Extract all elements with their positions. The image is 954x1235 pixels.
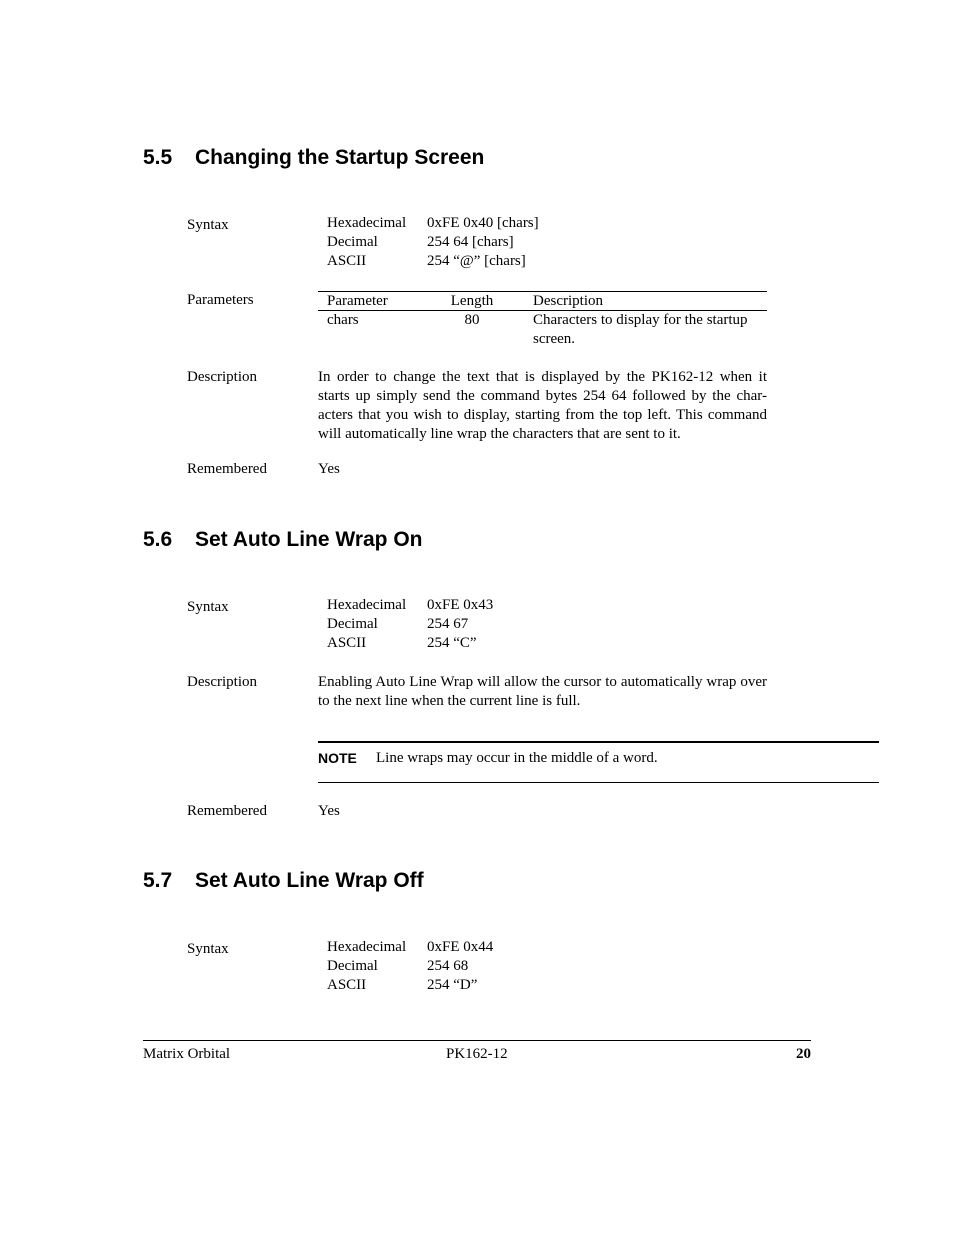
- syntax-row: [327, 596, 493, 615]
- remembered-value: Yes: [318, 803, 340, 819]
- footer-center: PK162-12: [446, 1046, 508, 1062]
- section-title: Changing the Startup Screen: [195, 146, 485, 169]
- syntax-value: 254 67: [427, 616, 469, 632]
- syntax-value: 0xFE 0x43: [427, 597, 494, 613]
- parameters-header-description: Description: [533, 293, 603, 309]
- footer-left: Matrix Orbital: [143, 1046, 231, 1062]
- syntax-row: [327, 233, 539, 252]
- syntax-row: [327, 634, 493, 653]
- syntax-table: [327, 214, 539, 271]
- section-heading-5-5: [143, 145, 484, 171]
- syntax-label: Syntax: [187, 599, 229, 615]
- note-label: NOTE: [318, 750, 357, 766]
- section-number: 5.6: [143, 528, 173, 551]
- syntax-value: 0xFE 0x40 [chars]: [427, 215, 539, 231]
- table-row: [318, 311, 767, 349]
- parameters-table: [318, 291, 767, 349]
- section-heading-5-7: [143, 868, 424, 894]
- syntax-row: [327, 252, 539, 271]
- syntax-type: ASCII: [327, 977, 367, 993]
- syntax-type: ASCII: [327, 635, 367, 651]
- syntax-type: ASCII: [327, 253, 367, 269]
- remembered-label: Remembered: [187, 461, 267, 477]
- syntax-value: 254 68: [427, 958, 469, 974]
- note-box: [318, 741, 879, 783]
- syntax-table: [327, 596, 493, 653]
- syntax-row: [327, 214, 539, 233]
- description-text: In order to change the text that is displayed by the PK162-12 when it starts up simply send the command bytes 254 64 followed by the char-acters that you wish to display, starting from the top left. This command will automatically line wrap the characters that are sent to it.: [318, 369, 767, 442]
- syntax-row: [327, 615, 493, 634]
- footer-rule: [143, 1040, 811, 1041]
- syntax-label: Syntax: [187, 941, 229, 957]
- syntax-type: Hexadecimal: [327, 939, 407, 955]
- section-number: 5.5: [143, 146, 173, 169]
- syntax-value: 254 “C”: [427, 635, 477, 651]
- section-title: Set Auto Line Wrap Off: [195, 869, 424, 892]
- section-number: 5.7: [143, 869, 173, 892]
- parameters-label: Parameters: [187, 292, 254, 308]
- remembered-label: Remembered: [187, 803, 267, 819]
- page-number: 20: [796, 1046, 811, 1062]
- description-label: Description: [187, 674, 257, 690]
- parameter-name: chars: [327, 312, 359, 328]
- syntax-type: Decimal: [327, 958, 378, 974]
- syntax-table: [327, 938, 493, 995]
- parameter-length: 80: [464, 312, 480, 328]
- syntax-type: Hexadecimal: [327, 215, 407, 231]
- section-heading-5-6: [143, 527, 423, 553]
- syntax-row: [327, 976, 493, 995]
- syntax-value: 254 “@” [chars]: [427, 253, 526, 269]
- syntax-row: [327, 938, 493, 957]
- parameters-header-length: Length: [450, 293, 494, 309]
- description-label: Description: [187, 369, 257, 385]
- syntax-type: Decimal: [327, 234, 378, 250]
- syntax-type: Decimal: [327, 616, 378, 632]
- section-title: Set Auto Line Wrap On: [195, 528, 423, 551]
- parameters-header-parameter: Parameter: [327, 293, 388, 309]
- syntax-type: Hexadecimal: [327, 597, 407, 613]
- syntax-value: 254 “D”: [427, 977, 478, 993]
- description-text: Enabling Auto Line Wrap will allow the cursor to automatically wrap over to the next line when the current line is full.: [318, 674, 767, 709]
- syntax-value: 254 64 [chars]: [427, 234, 514, 250]
- parameter-description: Characters to display for the startup screen.: [533, 312, 748, 347]
- note-text: Line wraps may occur in the middle of a word.: [376, 750, 658, 766]
- syntax-label: Syntax: [187, 217, 229, 233]
- syntax-value: 0xFE 0x44: [427, 939, 494, 955]
- remembered-value: Yes: [318, 461, 340, 477]
- syntax-row: [327, 957, 493, 976]
- parameters-header-row: [318, 291, 767, 311]
